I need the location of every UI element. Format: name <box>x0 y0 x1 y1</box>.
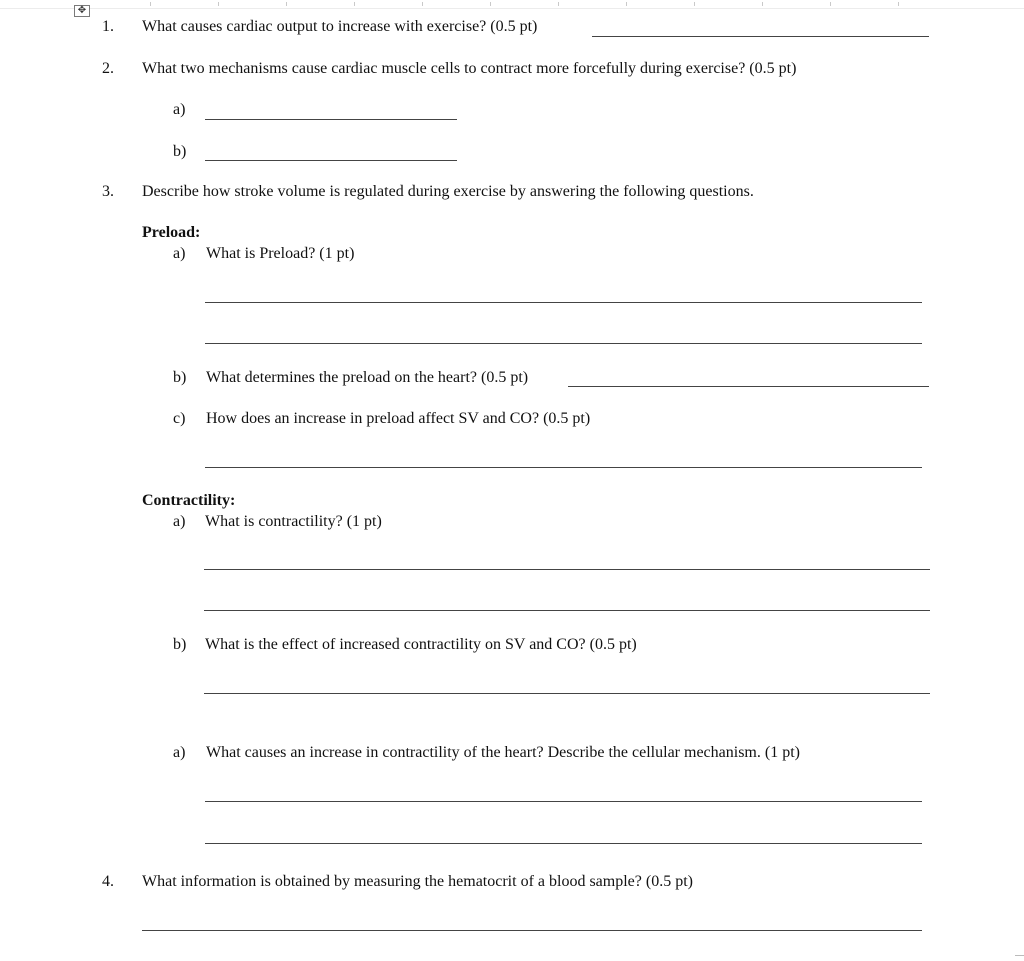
contractility-a-text: What is contractility? (1 pt) <box>205 513 382 530</box>
move-handle-icon[interactable]: ✥ <box>74 5 90 17</box>
preload-c-text: How does an increase in preload affect SV and CO? (0.5 pt) <box>206 410 591 427</box>
q3-number: 3. <box>102 183 114 200</box>
q1-text: What causes cardiac output to increase with exercise? (0.5 pt) <box>142 18 538 35</box>
contractility-a2-answer-line-1[interactable] <box>205 801 922 802</box>
contractility-a2-label: a) <box>173 744 186 761</box>
preload-a-answer-line-2[interactable] <box>205 343 922 344</box>
q1-answer-line[interactable] <box>592 36 929 37</box>
preload-c-answer-line[interactable] <box>205 467 922 468</box>
page-corner <box>1015 955 1024 961</box>
preload-c-label: c) <box>173 410 186 427</box>
preload-b-answer-line[interactable] <box>568 386 929 387</box>
contractility-a2-answer-line-2[interactable] <box>205 843 922 844</box>
ruler <box>0 0 1024 9</box>
preload-heading: Preload: <box>142 224 201 241</box>
contractility-a-label: a) <box>173 513 186 530</box>
q2-b-label: b) <box>173 143 187 160</box>
q1-number: 1. <box>102 18 114 35</box>
preload-a-label: a) <box>173 245 186 262</box>
q2-number: 2. <box>102 60 114 77</box>
contractility-b-text: What is the effect of increased contractility on SV and CO? (0.5 pt) <box>205 636 637 653</box>
preload-b-text: What determines the preload on the heart? (0.5 pt) <box>206 369 529 386</box>
contractility-b-answer-line[interactable] <box>204 693 930 694</box>
preload-a-text: What is Preload? (1 pt) <box>206 245 355 262</box>
q2-text: What two mechanisms cause cardiac muscle cells to contract more forcefully during exercise? (0.5 pt) <box>142 60 797 77</box>
q3-text: Describe how stroke volume is regulated during exercise by answering the following questions. <box>142 183 754 200</box>
q4-answer-line[interactable] <box>142 930 922 931</box>
contractility-a2-text: What causes an increase in contractility of the heart? Describe the cellular mechanism. (1 pt) <box>206 744 800 761</box>
contractility-b-label: b) <box>173 636 187 653</box>
q2-a-label: a) <box>173 101 186 118</box>
q2-b-answer-line[interactable] <box>205 160 457 161</box>
q4-number: 4. <box>102 873 114 890</box>
preload-a-answer-line-1[interactable] <box>205 302 922 303</box>
q2-a-answer-line[interactable] <box>205 119 457 120</box>
q4-text: What information is obtained by measuring the hematocrit of a blood sample? (0.5 pt) <box>142 873 693 890</box>
preload-b-label: b) <box>173 369 187 386</box>
contractility-a-answer-line-2[interactable] <box>204 610 930 611</box>
contractility-heading: Contractility: <box>142 492 236 509</box>
contractility-a-answer-line-1[interactable] <box>204 569 930 570</box>
